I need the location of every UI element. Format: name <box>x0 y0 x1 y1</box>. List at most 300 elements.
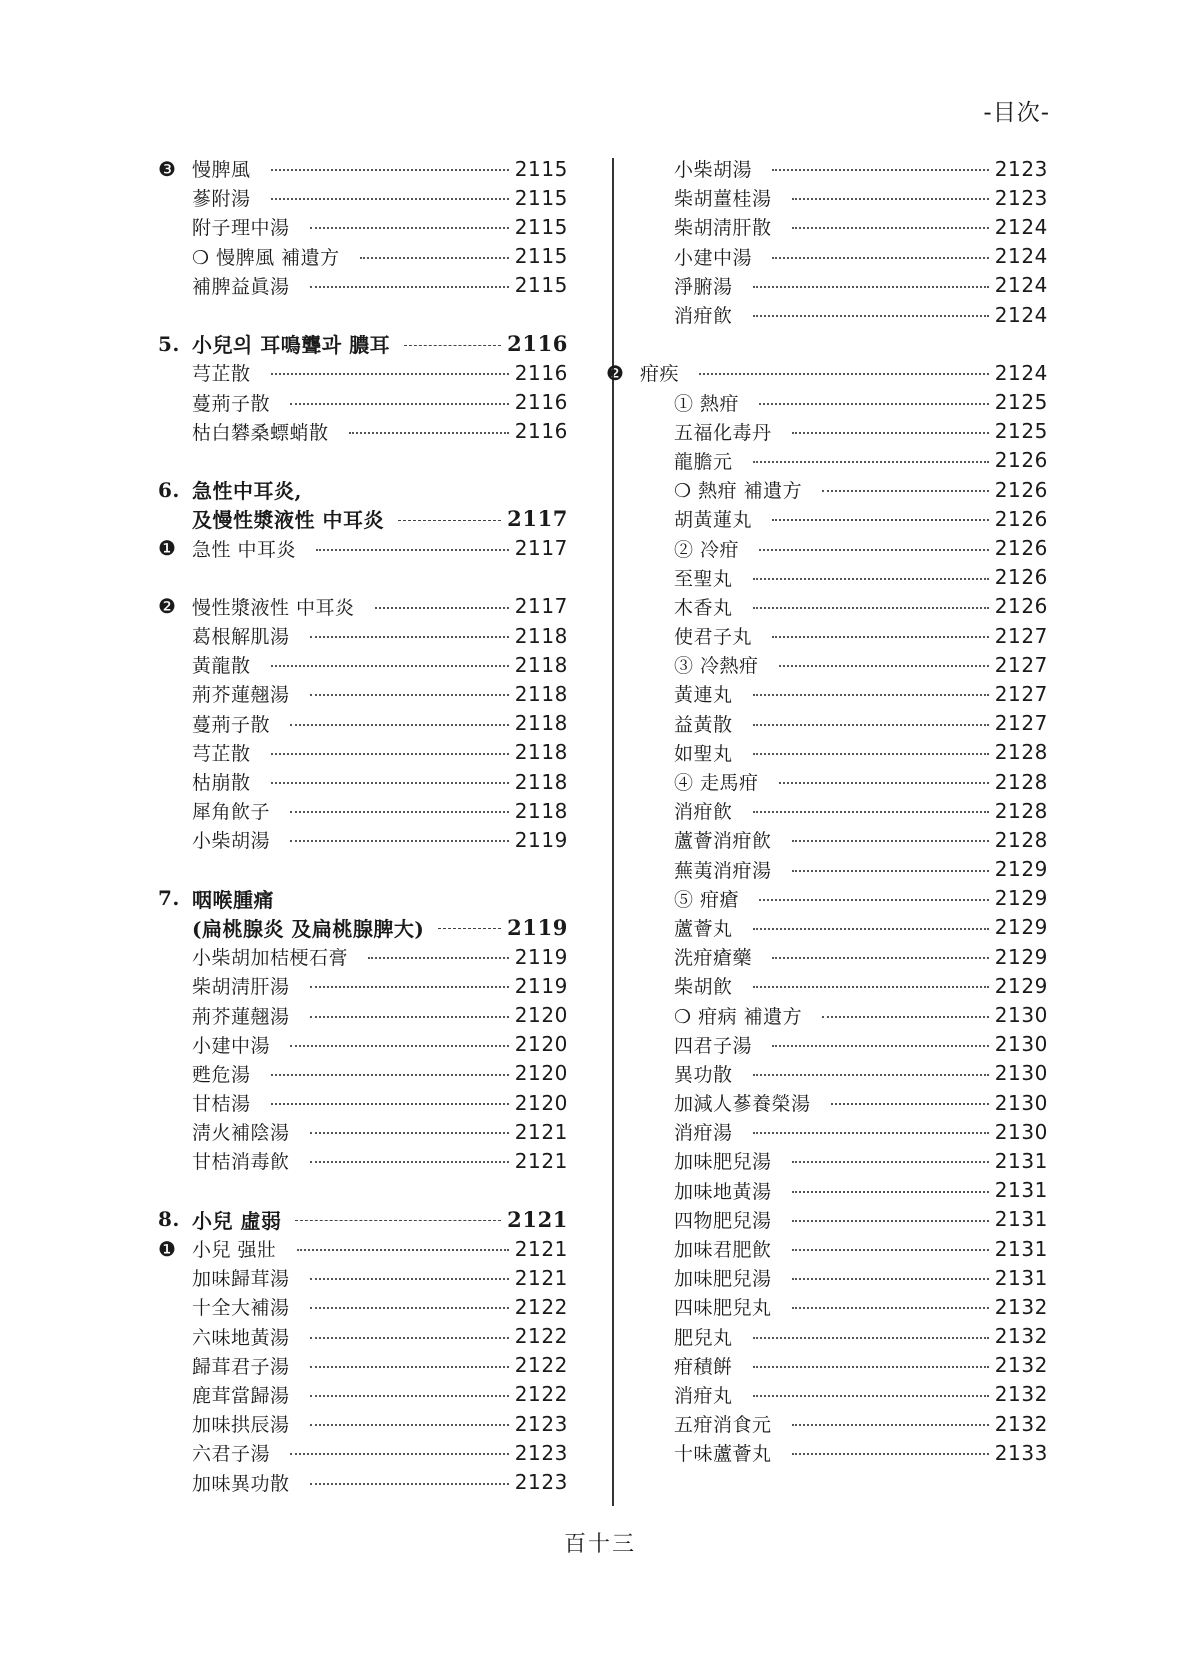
toc-entry[interactable] <box>640 1176 1048 1205</box>
toc-entry-label: 柴胡淸肝散 <box>674 217 772 240</box>
toc-entry[interactable] <box>158 1380 568 1409</box>
toc-page-number: 2116 <box>514 390 568 415</box>
toc-entry-label: 鹿茸當歸湯 <box>192 1384 290 1407</box>
toc-entry-label: ③ 冷熱疳 <box>674 655 759 678</box>
toc-entry-label: 蕪荑消疳湯 <box>674 859 772 882</box>
toc-entry-label: 四味肥兒丸 <box>674 1297 772 1320</box>
toc-entry[interactable] <box>640 1117 1048 1146</box>
leader-dots <box>290 1044 509 1047</box>
leader-dots <box>753 810 989 813</box>
toc-page-number: 2123 <box>514 1411 568 1436</box>
toc-page-number: 2122 <box>514 1294 568 1319</box>
toc-entry-label: 及慢性漿液性 中耳炎 <box>192 508 384 533</box>
toc-page-number: 2131 <box>994 1236 1048 1261</box>
toc-entry-label: 加味君肥飮 <box>674 1239 772 1262</box>
leader-dots <box>779 664 989 667</box>
leader-dots <box>772 1044 989 1047</box>
toc-entry[interactable] <box>158 709 568 738</box>
toc-page-number: 2131 <box>994 1148 1048 1173</box>
toc-entry[interactable] <box>640 388 1048 417</box>
leader-dots <box>753 1365 989 1368</box>
toc-entry[interactable] <box>640 1000 1048 1029</box>
toc-entry[interactable] <box>640 709 1048 738</box>
leader-dots <box>792 1306 989 1309</box>
section-number: 5. <box>158 331 180 356</box>
leader-dots <box>753 577 989 580</box>
toc-page-number: 2130 <box>994 1003 1048 1028</box>
toc-entry-label: 柴胡淸肝湯 <box>192 976 290 999</box>
toc-page-number: 2120 <box>514 1061 568 1086</box>
toc-page-number: 2122 <box>514 1324 568 1349</box>
toc-entry[interactable] <box>158 1351 568 1380</box>
leader-dots <box>792 431 989 434</box>
leader-dots <box>295 1219 501 1221</box>
toc-entry[interactable] <box>640 504 1048 533</box>
toc-page-number: 2127 <box>994 623 1048 648</box>
toc-page-number: 2129 <box>994 973 1048 998</box>
leader-dots <box>753 1131 989 1134</box>
leader-dots <box>271 752 509 755</box>
toc-entry-label: 如聖丸 <box>674 742 733 765</box>
toc-entry-label: 加味肥兒湯 <box>674 1151 772 1174</box>
section-marker-icon: ❸ <box>158 156 177 181</box>
toc-entry[interactable] <box>158 242 568 271</box>
toc-section-heading[interactable] <box>158 913 568 942</box>
toc-entry-label: 五福化毒丹 <box>674 421 772 444</box>
toc-entry-label: 柴胡飮 <box>674 976 733 999</box>
toc-entry-label: (扁桃腺炎 及扁桃腺脾大) <box>192 916 425 941</box>
section-number: 7. <box>158 886 180 911</box>
toc-entry-label: 黃連丸 <box>674 684 733 707</box>
toc-page-number: 2132 <box>994 1353 1048 1378</box>
toc-entry[interactable] <box>158 592 568 621</box>
toc-entry[interactable] <box>640 563 1048 592</box>
toc-entry[interactable] <box>640 1438 1048 1467</box>
leader-dots <box>310 1131 509 1134</box>
leader-dots <box>271 1073 509 1076</box>
toc-page-number: 2120 <box>514 1090 568 1115</box>
toc-entry-label: 小兒 强壯 <box>192 1239 277 1262</box>
leader-dots <box>759 898 989 901</box>
toc-entry-label: 慢性漿液性 中耳炎 <box>192 596 355 619</box>
toc-entry[interactable] <box>158 650 568 679</box>
toc-page-number: 2119 <box>514 827 568 852</box>
toc-entry-label: 芎芷散 <box>192 742 251 765</box>
toc-entry[interactable] <box>640 271 1048 300</box>
toc-entry-label: ④ 走馬疳 <box>674 772 759 795</box>
toc-page-number: 2121 <box>514 1148 568 1173</box>
toc-entry-label: 小柴胡湯 <box>674 159 753 182</box>
leader-dots <box>398 519 501 521</box>
toc-page-number: 2124 <box>994 302 1048 327</box>
leader-dots <box>310 226 509 229</box>
toc-page-number: 2115 <box>514 156 568 181</box>
toc-entry[interactable] <box>158 1322 568 1351</box>
toc-entry[interactable] <box>640 1351 1048 1380</box>
toc-entry[interactable] <box>158 1234 568 1263</box>
toc-entry-label: 芎芷散 <box>192 363 251 386</box>
toc-page-number: 2124 <box>994 360 1048 385</box>
toc-entry[interactable] <box>640 475 1048 504</box>
toc-page-number: 2122 <box>514 1353 568 1378</box>
toc-entry-label: 蔓荊子散 <box>192 713 271 736</box>
toc-page-number: 2115 <box>514 214 568 239</box>
toc-entry-label: 小柴胡加桔梗石膏 <box>192 947 349 970</box>
section-number: 8. <box>158 1207 180 1232</box>
toc-entry[interactable] <box>158 1292 568 1321</box>
toc-entry[interactable] <box>158 1467 568 1496</box>
toc-column-right <box>606 154 1048 1467</box>
toc-page-number: 2120 <box>514 1003 568 1028</box>
toc-spacer <box>158 563 568 592</box>
toc-entry[interactable] <box>158 212 568 241</box>
leader-dots <box>290 1452 509 1455</box>
toc-entry-label: 枯白礬桑螵蛸散 <box>192 421 329 444</box>
toc-entry-label: 四君子湯 <box>674 1034 753 1057</box>
leader-dots <box>438 927 501 929</box>
leader-dots <box>753 723 989 726</box>
toc-entry[interactable] <box>158 738 568 767</box>
toc-entry[interactable] <box>158 1409 568 1438</box>
toc-page-number: 2124 <box>994 244 1048 269</box>
toc-page-number: 2126 <box>994 594 1048 619</box>
toc-entry-label: 蘆薈丸 <box>674 917 733 940</box>
leader-dots <box>792 839 989 842</box>
toc-page-number: 2125 <box>994 390 1048 415</box>
toc-entry-label: 小建中湯 <box>192 1034 271 1057</box>
leader-dots <box>310 985 509 988</box>
toc-entry-label: ① 熱疳 <box>674 392 740 415</box>
toc-entry-label: 肥兒丸 <box>674 1326 733 1349</box>
toc-entry-label: ② 冷疳 <box>674 538 740 561</box>
toc-entry-label: 消疳飮 <box>674 305 733 328</box>
toc-entry[interactable] <box>158 971 568 1000</box>
toc-page-number: 2121 <box>507 1206 568 1232</box>
toc-entry-label: 葛根解肌湯 <box>192 626 290 649</box>
toc-page-number: 2117 <box>507 506 568 532</box>
toc-entry[interactable] <box>640 1292 1048 1321</box>
toc-entry[interactable] <box>640 679 1048 708</box>
toc-section-heading[interactable] <box>158 1205 568 1234</box>
leader-dots <box>792 197 989 200</box>
leader-dots <box>753 927 989 930</box>
leader-dots <box>792 1423 989 1426</box>
toc-page-number: 2128 <box>994 827 1048 852</box>
toc-page-number: 2121 <box>514 1236 568 1261</box>
section-marker-icon: ❶ <box>158 536 177 561</box>
toc-entry[interactable] <box>158 1059 568 1088</box>
toc-entry-label: 加味地黃湯 <box>674 1180 772 1203</box>
toc-entry[interactable] <box>158 942 568 971</box>
toc-entry[interactable] <box>158 1263 568 1292</box>
toc-entry[interactable] <box>640 1380 1048 1409</box>
toc-entry-label: 龍膽元 <box>674 450 733 473</box>
toc-entry-label: 加味歸茸湯 <box>192 1268 290 1291</box>
toc-entry-label: 異功散 <box>674 1063 733 1086</box>
toc-page-number: 2117 <box>514 536 568 561</box>
leader-dots <box>310 1277 509 1280</box>
toc-page-number: 2126 <box>994 536 1048 561</box>
toc-entry[interactable] <box>640 1234 1048 1263</box>
toc-page-number: 2129 <box>994 857 1048 882</box>
toc-entry[interactable] <box>640 1030 1048 1059</box>
toc-entry[interactable] <box>158 767 568 796</box>
toc-entry-label: ❍ 慢脾風 補遺方 <box>192 246 340 269</box>
toc-entry-label: 消疳飮 <box>674 801 733 824</box>
toc-entry[interactable] <box>158 1117 568 1146</box>
leader-dots <box>753 1336 989 1339</box>
toc-page-number: 2115 <box>514 273 568 298</box>
leader-dots <box>271 664 509 667</box>
toc-entry-label: 疳積餠 <box>674 1355 733 1378</box>
toc-page-number: 2123 <box>514 1440 568 1465</box>
leader-dots <box>290 402 509 405</box>
toc-entry-label: 附子理中湯 <box>192 217 290 240</box>
leader-dots <box>831 1102 989 1105</box>
toc-entry[interactable] <box>640 650 1048 679</box>
toc-page-number: 2132 <box>994 1382 1048 1407</box>
toc-section-heading[interactable] <box>158 329 568 358</box>
leader-dots <box>759 548 989 551</box>
toc-page-number: 2116 <box>514 419 568 444</box>
toc-entry[interactable] <box>640 855 1048 884</box>
page-number: 百十三 <box>563 1532 636 1557</box>
toc-entry-label: 柴胡薑桂湯 <box>674 188 772 211</box>
leader-dots <box>404 344 501 346</box>
leader-dots <box>310 1423 509 1426</box>
toc-entry[interactable] <box>640 1263 1048 1292</box>
toc-entry[interactable] <box>640 242 1048 271</box>
toc-page-number: 2126 <box>994 477 1048 502</box>
toc-spacer <box>158 855 568 884</box>
leader-dots <box>772 168 989 171</box>
toc-entry[interactable] <box>640 1409 1048 1438</box>
toc-entry[interactable] <box>606 358 1048 387</box>
toc-entry-label: 消疳湯 <box>674 1122 733 1145</box>
leader-dots <box>792 1452 989 1455</box>
toc-section-heading[interactable] <box>158 884 568 913</box>
leader-dots <box>271 197 509 200</box>
toc-entry[interactable] <box>158 154 568 183</box>
toc-page-number: 2121 <box>514 1119 568 1144</box>
toc-page-number: 2116 <box>507 331 568 357</box>
toc-page-number: 2130 <box>994 1090 1048 1115</box>
toc-entry-label: 使君子丸 <box>674 626 753 649</box>
toc-entry-label: 枯崩散 <box>192 772 251 795</box>
toc-entry[interactable] <box>640 300 1048 329</box>
toc-entry-label: 六味地黃湯 <box>192 1326 290 1349</box>
leader-dots <box>759 402 989 405</box>
toc-entry[interactable] <box>640 913 1048 942</box>
toc-page-number: 2118 <box>514 652 568 677</box>
toc-section-heading[interactable] <box>158 504 568 533</box>
toc-page-number: 2126 <box>994 506 1048 531</box>
toc-entry[interactable] <box>640 446 1048 475</box>
toc-entry-label: 小兒의 耳鳴聾과 膿耳 <box>192 333 391 358</box>
toc-entry[interactable] <box>158 1438 568 1467</box>
toc-entry[interactable] <box>640 1088 1048 1117</box>
leader-dots <box>753 285 989 288</box>
toc-entry[interactable] <box>640 884 1048 913</box>
toc-entry-label: 黃龍散 <box>192 655 251 678</box>
leader-dots <box>753 606 989 609</box>
toc-spacer <box>640 329 1048 358</box>
toc-entry[interactable] <box>158 796 568 825</box>
toc-entry-label: 胡黃蓮丸 <box>674 509 753 532</box>
toc-entry[interactable] <box>640 1059 1048 1088</box>
toc-page-number: 2132 <box>994 1294 1048 1319</box>
toc-page-number: 2118 <box>514 769 568 794</box>
leader-dots <box>290 839 509 842</box>
toc-page-number: 2127 <box>994 652 1048 677</box>
leader-dots <box>271 1102 509 1105</box>
leader-dots <box>753 693 989 696</box>
toc-entry[interactable] <box>640 738 1048 767</box>
toc-page-number: 2123 <box>994 185 1048 210</box>
toc-entry[interactable] <box>640 417 1048 446</box>
leader-dots <box>349 431 509 434</box>
toc-entry-label: 小建中湯 <box>674 246 753 269</box>
toc-entry-label: 加味異功散 <box>192 1472 290 1495</box>
toc-spacer <box>158 446 568 475</box>
toc-entry[interactable] <box>158 358 568 387</box>
toc-entry[interactable] <box>640 825 1048 854</box>
toc-page-number: 2131 <box>994 1207 1048 1232</box>
toc-entry[interactable] <box>640 796 1048 825</box>
toc-entry[interactable] <box>158 1000 568 1029</box>
leader-dots <box>699 372 989 375</box>
toc-entry[interactable] <box>640 1205 1048 1234</box>
toc-entry-label: 小柴胡湯 <box>192 830 271 853</box>
leader-dots <box>753 460 989 463</box>
leader-dots <box>822 489 989 492</box>
toc-entry-label: 蔓荊子散 <box>192 392 271 415</box>
leader-dots <box>310 1306 509 1309</box>
toc-page-number: 2118 <box>514 798 568 823</box>
leader-dots <box>753 985 989 988</box>
toc-entry[interactable] <box>640 942 1048 971</box>
toc-page-number: 2118 <box>514 681 568 706</box>
toc-page-number: 2115 <box>514 185 568 210</box>
toc-entry-label: 加減人蔘養榮湯 <box>674 1093 811 1116</box>
toc-entry-label: 甘桔湯 <box>192 1093 251 1116</box>
toc-entry[interactable] <box>158 271 568 300</box>
toc-entry-label: 加味拱辰湯 <box>192 1414 290 1437</box>
leader-dots <box>772 635 989 638</box>
toc-entry[interactable] <box>158 1146 568 1175</box>
toc-page-number: 2119 <box>514 973 568 998</box>
toc-entry[interactable] <box>640 154 1048 183</box>
toc-page-number: 2129 <box>994 944 1048 969</box>
leader-dots <box>310 285 509 288</box>
toc-entry-label: 加味肥兒湯 <box>674 1268 772 1291</box>
leader-dots <box>792 869 989 872</box>
toc-page-number: 2115 <box>514 244 568 269</box>
toc-entry-label: 蘆薈消疳飮 <box>674 830 772 853</box>
toc-page-number: 2132 <box>994 1411 1048 1436</box>
leader-dots <box>290 723 509 726</box>
toc-entry[interactable] <box>640 1146 1048 1175</box>
leader-dots <box>792 1219 989 1222</box>
leader-dots <box>792 1248 989 1251</box>
toc-entry[interactable] <box>640 212 1048 241</box>
toc-entry-label: 淨腑湯 <box>674 275 733 298</box>
toc-page-number: 2119 <box>514 944 568 969</box>
toc-entry[interactable] <box>158 417 568 446</box>
toc-entry[interactable] <box>158 679 568 708</box>
toc-entry-label: 甦危湯 <box>192 1063 251 1086</box>
toc-entry-label: 木香丸 <box>674 596 733 619</box>
toc-entry[interactable] <box>640 592 1048 621</box>
toc-page-number: 2127 <box>994 681 1048 706</box>
leader-dots <box>753 314 989 317</box>
toc-entry-label: 十味蘆薈丸 <box>674 1443 772 1466</box>
toc-entry[interactable] <box>158 825 568 854</box>
toc-entry-label: 四物肥兒湯 <box>674 1209 772 1232</box>
toc-page-number: 2128 <box>994 769 1048 794</box>
toc-page-number: 2127 <box>994 711 1048 736</box>
leader-dots <box>290 810 509 813</box>
section-number: 6. <box>158 477 180 502</box>
toc-page-number: 2133 <box>994 1440 1048 1465</box>
toc-entry[interactable] <box>640 971 1048 1000</box>
leader-dots <box>792 1190 989 1193</box>
leader-dots <box>310 693 509 696</box>
leader-dots <box>310 1336 509 1339</box>
toc-entry[interactable] <box>640 621 1048 650</box>
toc-entry-label: 補脾益眞湯 <box>192 275 290 298</box>
toc-entry[interactable] <box>158 1030 568 1059</box>
toc-entry[interactable] <box>158 1088 568 1117</box>
toc-page-number: 2130 <box>994 1061 1048 1086</box>
toc-entry[interactable] <box>640 183 1048 212</box>
toc-section-heading[interactable] <box>158 475 568 504</box>
page-header-title: -目次- <box>983 100 1050 126</box>
toc-column-left <box>158 154 568 1497</box>
toc-entry[interactable] <box>640 533 1048 562</box>
toc-page-number: 2123 <box>994 156 1048 181</box>
toc-entry-label: 益黃散 <box>674 713 733 736</box>
leader-dots <box>310 1015 509 1018</box>
toc-entry[interactable] <box>158 621 568 650</box>
toc-page-number: 2123 <box>514 1470 568 1495</box>
toc-entry-label: 淸火補陰湯 <box>192 1122 290 1145</box>
leader-dots <box>271 781 509 784</box>
leader-dots <box>753 752 989 755</box>
leader-dots <box>792 1160 989 1163</box>
leader-dots <box>316 548 509 551</box>
toc-page-number: 2129 <box>994 915 1048 940</box>
toc-page-number: 2125 <box>994 419 1048 444</box>
leader-dots <box>792 226 989 229</box>
toc-entry[interactable] <box>640 1322 1048 1351</box>
toc-entry-label: 荊芥蓮翹湯 <box>192 1005 290 1028</box>
toc-entry[interactable] <box>640 767 1048 796</box>
toc-entry-label: 消疳丸 <box>674 1384 733 1407</box>
section-marker-icon: ❷ <box>606 360 625 385</box>
toc-entry-label: 蔘附湯 <box>192 188 251 211</box>
toc-page-number: 2131 <box>994 1265 1048 1290</box>
toc-entry-label: 小兒 虛弱 <box>192 1208 282 1233</box>
toc-entry[interactable] <box>158 183 568 212</box>
toc-entry[interactable] <box>158 388 568 417</box>
leader-dots <box>368 956 509 959</box>
toc-entry[interactable] <box>158 533 568 562</box>
leader-dots <box>360 256 509 259</box>
toc-entry-label: 甘桔消毒飮 <box>192 1151 290 1174</box>
toc-page-number: 2132 <box>994 1324 1048 1349</box>
leader-dots <box>772 256 989 259</box>
